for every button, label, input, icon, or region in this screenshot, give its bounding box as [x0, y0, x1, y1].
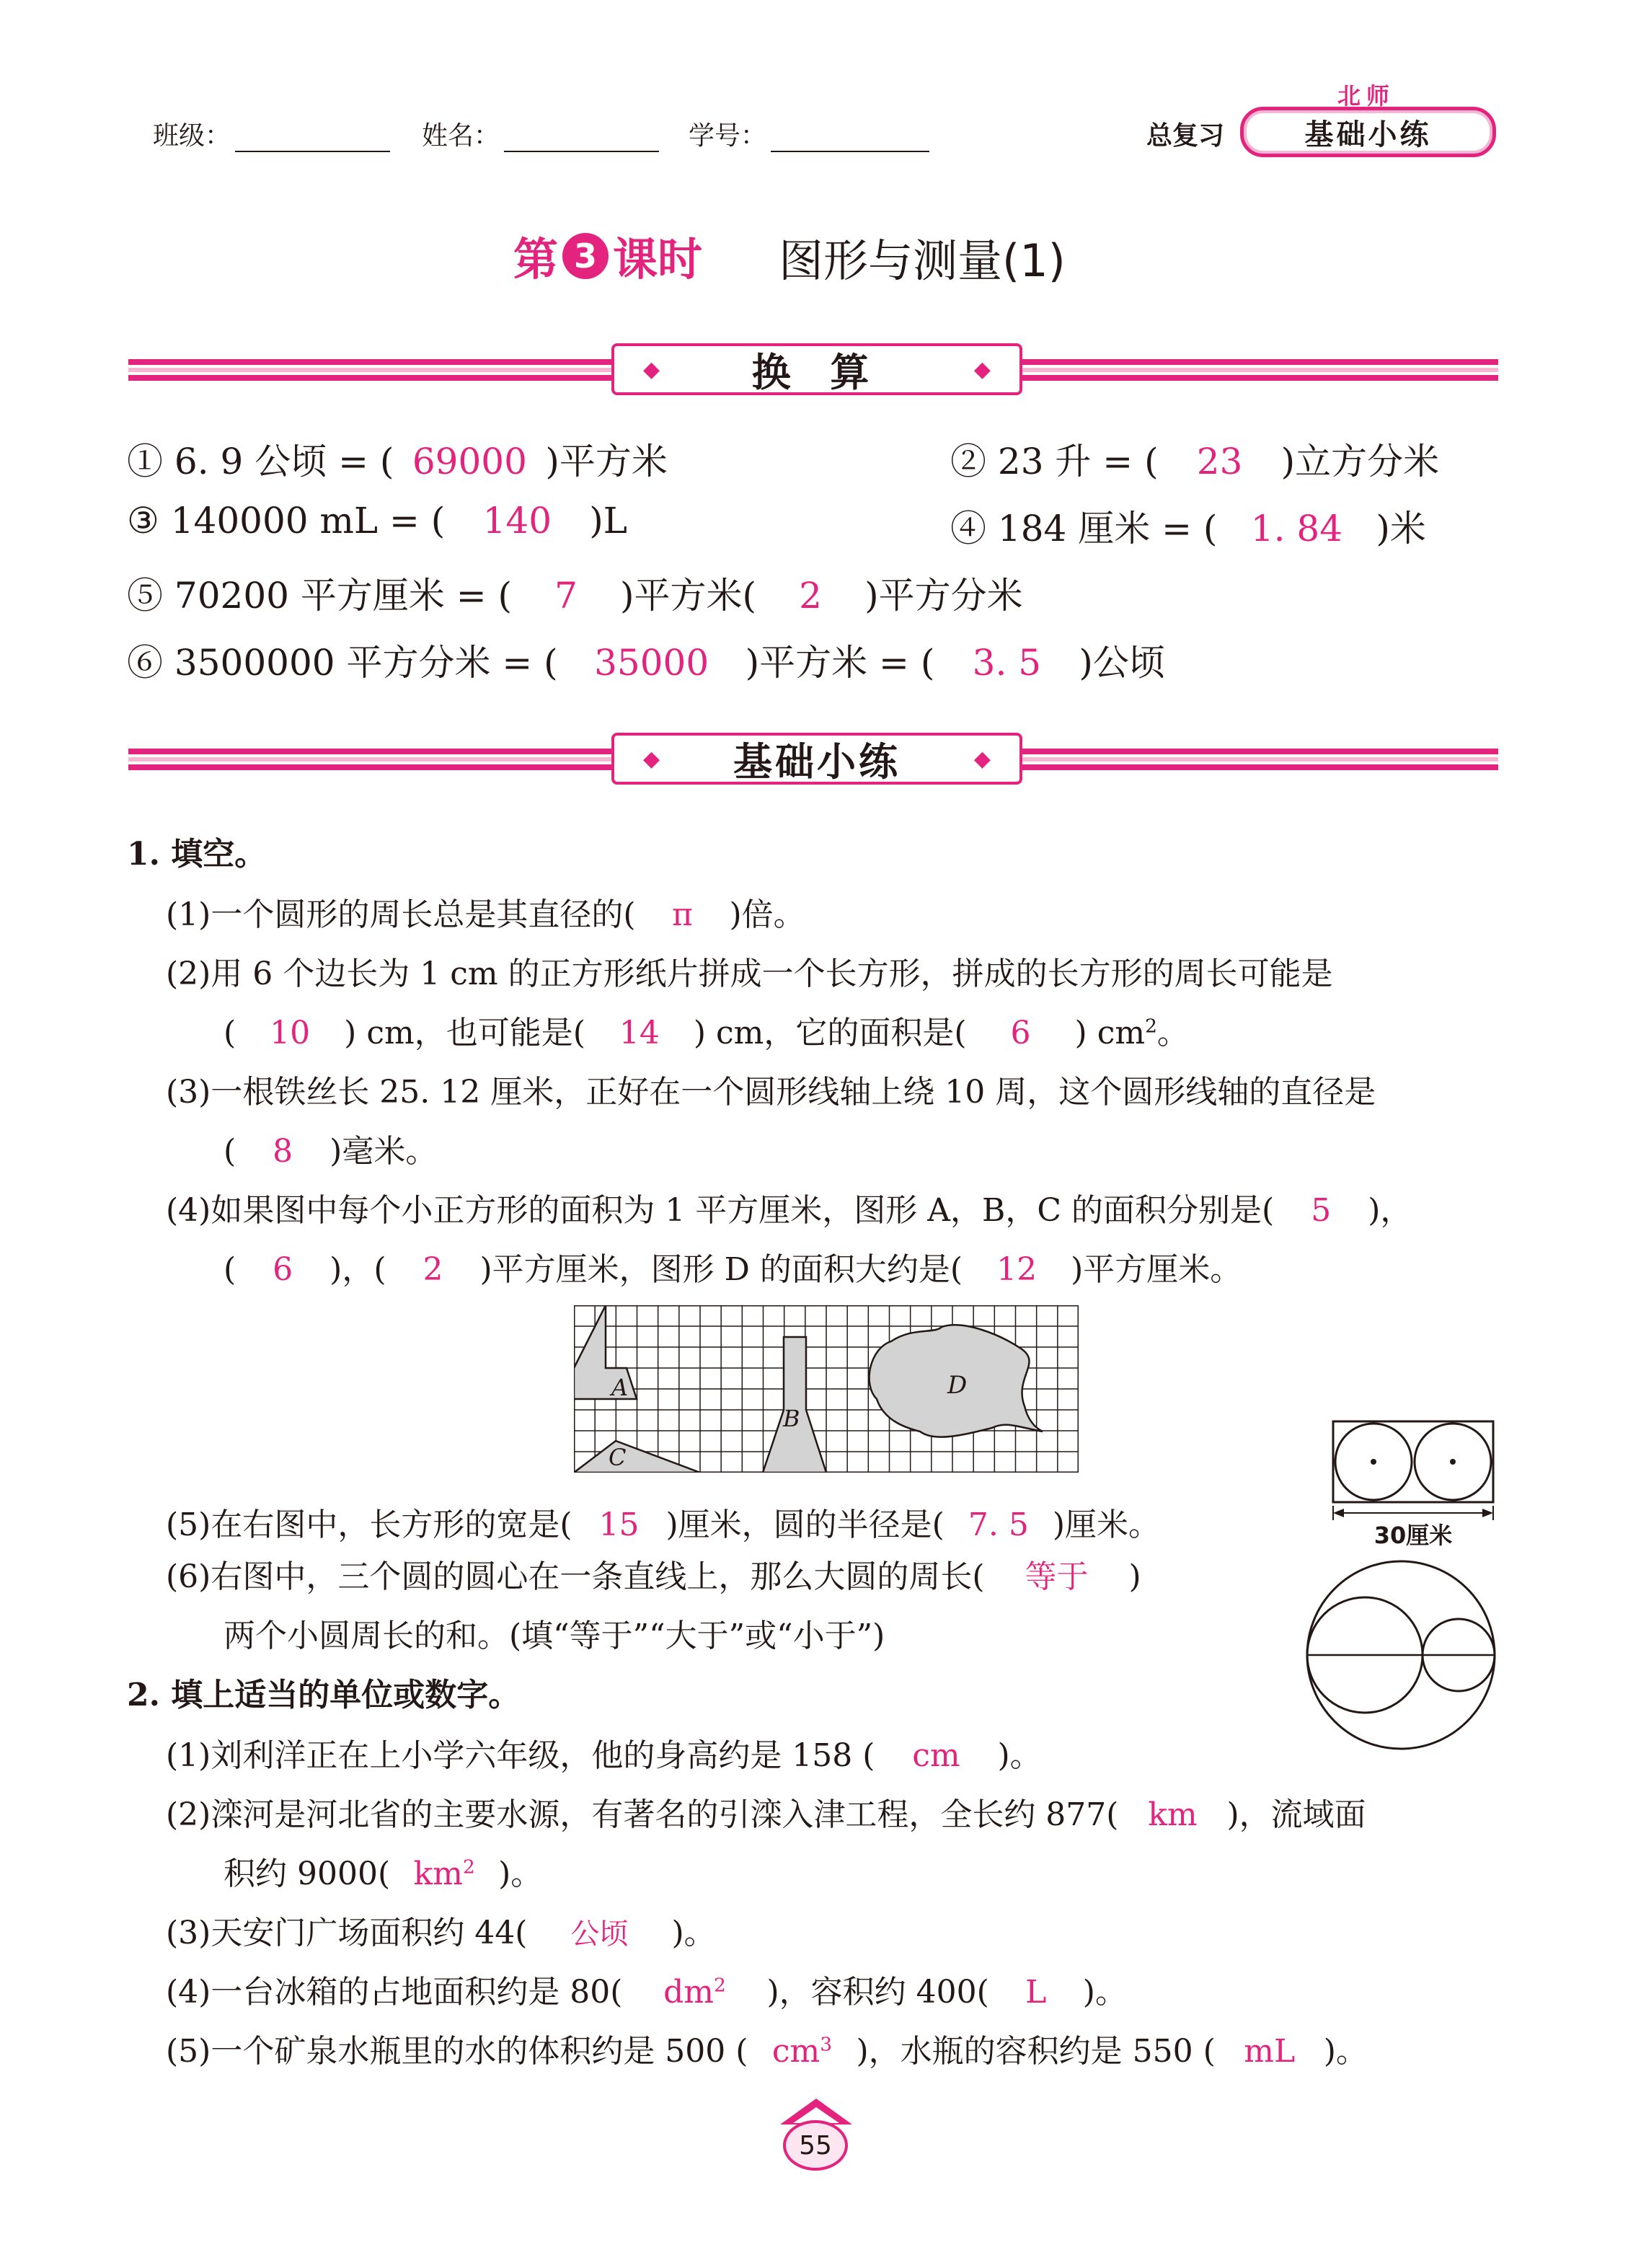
grid-figure: [574, 1305, 1079, 1473]
q1-item-1: [166, 888, 805, 935]
answer[interactable]: 7: [554, 575, 578, 617]
name-field: [422, 115, 659, 152]
conversion-item-4: [950, 500, 1426, 552]
id-field: [689, 115, 929, 152]
q-text: (4)如果图中每个小正方形的面积为 1 平方厘米，图形 A，B，C 的面积分别是(: [166, 1192, 1275, 1229]
q-text: )。: [671, 1915, 716, 1951]
q-text: (2)用 6 个边长为 1 cm 的正方形纸片拼成一个长方形，拼成的长方形的周长可能是: [166, 956, 1333, 992]
answer[interactable]: 2: [799, 575, 822, 617]
q-text: )平方厘米，图形 D 的面积大约是(: [479, 1251, 963, 1288]
conversion-item-2: [950, 433, 1439, 485]
width-label: 30厘米: [1373, 1522, 1453, 1549]
lesson-prefix: 第: [513, 233, 559, 286]
label-d: D: [947, 1371, 968, 1400]
q1-item-5: [166, 1499, 1160, 1545]
q2-item-1: [166, 1729, 1042, 1775]
q-text: ) cm，它的面积是(: [693, 1015, 967, 1051]
answer[interactable]: mL: [1244, 2033, 1296, 2070]
q2-item-5: [166, 2025, 1368, 2071]
answer[interactable]: dm: [663, 1974, 715, 2011]
conversion-item-3: [127, 500, 627, 542]
answer[interactable]: km: [1148, 1796, 1198, 1833]
conversion-text: ⑤ 70200 平方厘米 = (: [127, 575, 513, 617]
conversion-text: )立方分米: [1280, 441, 1440, 482]
diamond-icon: ◆: [643, 356, 660, 382]
id-label: 学号：: [689, 121, 767, 151]
superscript: 2: [714, 1974, 726, 1997]
q1-item-6-line1: [166, 1550, 1141, 1597]
brand-main: 基础小练: [1304, 118, 1432, 151]
superscript: 3: [820, 2033, 833, 2056]
q-text: 。: [1156, 1015, 1189, 1051]
question-1-title: [127, 828, 266, 874]
answer[interactable]: 8: [273, 1133, 293, 1170]
page-title: 图形与测量(1): [779, 234, 1066, 287]
section-title-conversion: 换 算: [751, 349, 882, 395]
conversion-text: ① 6. 9 公顷 = (: [127, 441, 394, 482]
section-banner-conversion: [128, 339, 1498, 397]
q-text: (3)天安门广场面积约 44(: [166, 1915, 528, 1951]
q-text: )。: [498, 1856, 543, 1892]
q2-item-2-line1: [166, 1788, 1366, 1835]
q-text: )平方厘米。: [1071, 1251, 1242, 1288]
class-label: 班级：: [153, 121, 231, 151]
q-text: )，: [1368, 1192, 1412, 1229]
conversion-text: )米: [1376, 508, 1426, 550]
q-text: )厘米。: [1052, 1506, 1161, 1543]
page-number-badge: [776, 2099, 855, 2178]
label-b: B: [783, 1405, 800, 1432]
label-c: C: [609, 1444, 627, 1471]
conversion-text: )平方米: [545, 441, 668, 482]
answer[interactable]: 23: [1196, 441, 1243, 482]
answer[interactable]: 等于: [1025, 1558, 1089, 1595]
lesson-number: 3: [562, 233, 609, 279]
q-text: ) cm: [1074, 1015, 1146, 1051]
answer[interactable]: 6: [273, 1251, 293, 1288]
answer[interactable]: 69000: [412, 441, 527, 482]
class-field: [153, 115, 390, 152]
q-text: )，流域面: [1226, 1796, 1366, 1833]
diamond-icon: ◆: [973, 746, 991, 772]
question-title: 1. 填空。: [127, 836, 267, 873]
class-blank[interactable]: [235, 123, 390, 152]
conversion-text: ④ 184 厘米 = (: [950, 508, 1218, 550]
name-blank[interactable]: [504, 123, 659, 152]
q-text: )，水瓶的容积约是 550 (: [856, 2033, 1216, 2070]
section-banner-practice: [128, 728, 1498, 786]
answer[interactable]: 14: [619, 1015, 660, 1051]
answer[interactable]: 2: [423, 1251, 443, 1288]
q-text: (: [224, 1133, 236, 1170]
q-text: (6)右图中，三个圆的圆心在一条直线上，那么大圆的周长(: [166, 1558, 985, 1595]
conversion-text: ⑥ 3500000 平方分米 = (: [127, 642, 558, 684]
q2-item-2-line2: [224, 1848, 542, 1894]
question-2-title: [127, 1669, 520, 1715]
q-text: 两个小圆周长的和。(填“等于”“大于”或“小于”): [224, 1618, 885, 1654]
conversion-item-1: [127, 433, 668, 485]
answer[interactable]: 7. 5: [968, 1506, 1029, 1543]
q-text: )，(: [329, 1251, 386, 1288]
rectangle-circles-figure: [1331, 1419, 1497, 1549]
answer[interactable]: km: [413, 1856, 463, 1892]
conversion-text: ③ 140000 mL = (: [127, 500, 446, 542]
conversion-item-5: [127, 567, 1023, 619]
conversion-text: )平方分米: [864, 575, 1023, 617]
answer[interactable]: 15: [598, 1506, 640, 1543]
conversion-item-6: [127, 634, 1165, 686]
diamond-icon: ◆: [643, 746, 660, 772]
conversion-text: )平方米 = (: [745, 642, 935, 684]
answer[interactable]: π: [672, 896, 693, 933]
answer[interactable]: 10: [270, 1015, 311, 1051]
answer[interactable]: cm: [912, 1737, 960, 1774]
diamond-icon: ◆: [973, 356, 991, 382]
q-text: ) cm，也可能是(: [344, 1015, 585, 1051]
label-a: A: [611, 1374, 629, 1401]
question-title: 2. 填上适当的单位或数字。: [127, 1677, 521, 1713]
q-text: (3)一根铁丝长 25. 12 厘米，正好在一个圆形线轴上绕 10 周，这个圆形线轴的直径是: [166, 1074, 1376, 1111]
q-text: )。: [997, 1737, 1042, 1774]
q1-item-2-line2: [224, 1007, 1189, 1053]
name-label: 姓名：: [422, 121, 500, 151]
section-title-practice: 基础小练: [733, 738, 901, 785]
page-number: 55: [799, 2130, 832, 2161]
answer[interactable]: L: [1025, 1974, 1047, 2011]
q1-item-4-line2: [224, 1243, 1242, 1289]
q-text: (5)在右图中，长方形的宽是(: [166, 1506, 572, 1543]
q-text: (5)一个矿泉水瓶里的水的体积约是 500 (: [166, 2033, 748, 2070]
q1-item-4-line1: [166, 1184, 1412, 1230]
q-text: )，容积约 400(: [766, 1974, 989, 2011]
lesson-badge: [513, 224, 702, 288]
conversion-text: ② 23 升 = (: [950, 441, 1159, 482]
conversion-text: )L: [589, 500, 628, 542]
q-text: (1)刘利洋正在上小学六年级，他的身高约是 158 (: [166, 1737, 875, 1774]
q1-item-3-line2: [224, 1125, 437, 1171]
brand-top: 北师: [1337, 82, 1396, 110]
q-text: )毫米。: [329, 1133, 438, 1170]
answer[interactable]: 3. 5: [972, 642, 1042, 684]
answer[interactable]: 5: [1311, 1192, 1332, 1229]
q-text: )倍。: [729, 896, 805, 933]
lesson-suffix: 课时: [613, 233, 703, 286]
q-text: )。: [1082, 1974, 1127, 2011]
q-text: (1)一个圆形的周长总是其直径的(: [166, 896, 636, 933]
brand-logo: [1240, 107, 1496, 157]
answer[interactable]: 6: [1010, 1015, 1031, 1051]
q-text: (: [224, 1251, 236, 1288]
q-text: 积约 9000(: [224, 1856, 391, 1892]
q-text: )厘米，圆的半径是(: [665, 1506, 944, 1543]
conversion-text: )公顷: [1079, 642, 1165, 684]
review-label: 总复习: [1146, 121, 1225, 151]
q-text: (2)滦河是河北省的主要水源，有著名的引滦入津工程，全长约 877(: [166, 1796, 1119, 1833]
id-blank[interactable]: [771, 123, 929, 152]
superscript: 2: [1145, 1015, 1157, 1038]
q-text: ): [1128, 1558, 1141, 1595]
answer[interactable]: cm: [771, 2033, 820, 2070]
q1-item-6-line2: [224, 1610, 885, 1656]
answer[interactable]: 12: [996, 1251, 1038, 1288]
q-text: (4)一台冰箱的占地面积约是 80(: [166, 1974, 623, 2011]
three-circles-figure: [1304, 1558, 1498, 1752]
superscript: 2: [462, 1856, 475, 1879]
q1-item-3-line1: [166, 1066, 1376, 1112]
q2-item-3: [166, 1907, 716, 1953]
q-text: (: [224, 1015, 236, 1051]
answer[interactable]: 35000: [594, 642, 709, 684]
answer[interactable]: 1. 84: [1250, 508, 1343, 550]
q1-item-2-line1: [166, 948, 1333, 994]
answer[interactable]: 公顷: [570, 1918, 629, 1951]
answer[interactable]: 140: [482, 500, 552, 542]
q-text: )。: [1323, 2033, 1368, 2070]
q2-item-4: [166, 1966, 1127, 2012]
conversion-text: )平方米(: [620, 575, 757, 617]
